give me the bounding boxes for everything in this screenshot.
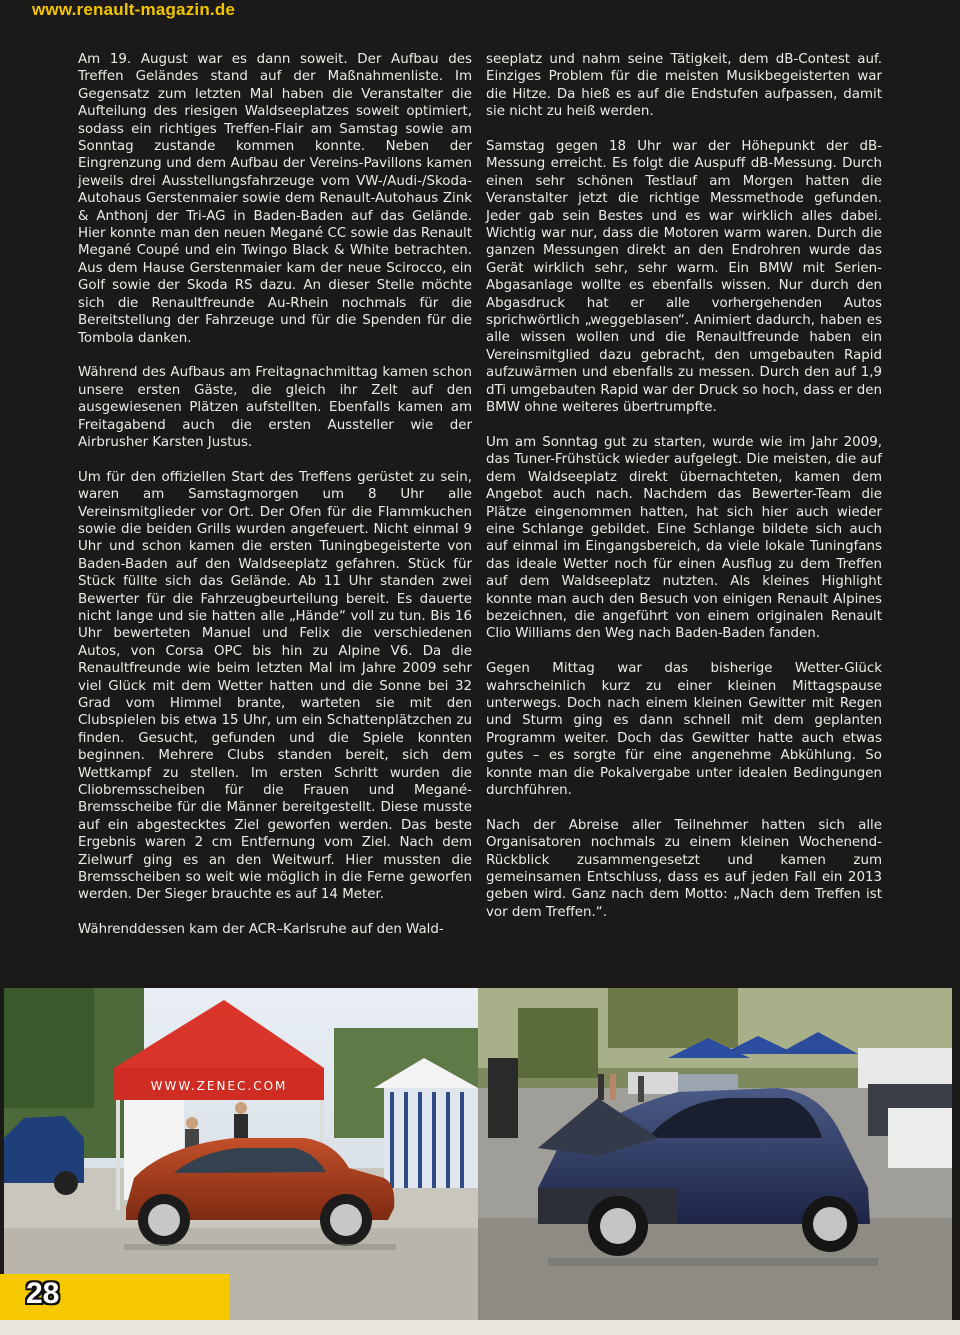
photo-black-twingo-image [478, 988, 952, 1320]
site-url: www.renault-magazin.de [32, 0, 236, 19]
paragraph: seeplatz und nahm seine Tätigkeit, dem dB-Contest auf. Einziges Problem für die meisten Musikbegeisterten war die Hitze. Da hieß es auf die Endstufen aufpassen, damit sie nicht zu heiß werden. [486, 52, 882, 120]
paragraph: Um am Sonntag gut zu starten, wurde wie im Jahr 2009, das Tuner-Frühstück wieder aufgelegt. Die meisten, die auf dem Waldseeplatz direkt übernachteten, kamen dem Angebot auch nach. Nachdem das Bewerter-Team die Plätze eingenommen hatten, hat sich hier auch wieder eine Schlange gebildet. Eine Schlange bildete sich auch auf einmal im Eingangsbereich, da viele lokale Tuningfans das ideale Wetter noch für einen Ausflug zu dem Treffen auf dem Waldseeplatz nutzten. Als kleines Highlight konnte man auch den Besuch von einigen Renault Alpines bezeichnen, die angeführt von einem originalen Renault Clio Williams den Weg nach Baden-Baden fanden. [486, 434, 882, 642]
tent-banner-text: WWW.ZENEC.COM [150, 1079, 288, 1093]
photo-red-clio [4, 988, 478, 1320]
article-column-left [78, 51, 472, 956]
paragraph: Gegen Mittag war das bisherige Wetter-Glück wahrscheinlich kurz zu einer kleinen Mittagspause unterwegs. Doch nach einem kleinen Gewitter mit Regen und Sturm ging es dann schnell mit dem geplanten Programm weiter. Doch das Gewitter hatte auch etwas gutes – es sorgte für eine angenehme Abkühlung. So konnte man die Pokalvergabe unter idealen Bedingungen durchführen. [486, 661, 882, 799]
photo-black-twingo [478, 988, 952, 1320]
page-number: 28 [26, 1277, 60, 1310]
paragraph: Während des Aufbaus am Freitagnachmittag kamen schon unsere ersten Gäste, die gleich ihr Zelt auf den ausgewiesenen Plätzen aufstellten. Ebenfalls kamen am Freitagabend auch die ersten Aussteller wie der Airbrusher Karsten Justus. [78, 365, 472, 450]
paragraph: Am 19. August war es dann soweit. Der Aufbau des Treffen Geländes stand auf der Maßnahmenliste. Im Gegensatz zum letzten Mal haben die Veranstalter die Aufteilung des riesigen Waldseeplatzes soweit optimiert, sodass ein richtiges Treffen-Flair am Samstag sowie am Sonntag zustande kommen konnte. Neben der Eingrenzung und dem Aufbau der Vereins-Pavillons kamen jeweils drei Ausstellungsfahrzeuge vom VW-/Audi-/Skoda-Autohaus Gerstenmaier sowie dem Renault-Autohaus Zink & Anthonj der Tri-AG in Baden-Baden auf das Gelände. Hier konnte man den neuen Megané CC sowie das Renault Megané Coupé und ein Twingo Black & White betrachten. Aus dem Hause Gerstenmaier kam der neue Scirocco, ein Golf sowie der Skoda RS dazu. An dieser Stelle möchte sich die Renaultfreunde Au-Rhein nochmals für die Bereitstellung der Fahrzeuge und für die Spenden für die Tombola danken. [78, 52, 472, 346]
photo-red-clio-image [4, 988, 478, 1320]
article-column-right [486, 51, 882, 939]
paragraph: Samstag gegen 18 Uhr war der Höhepunkt der dB-Messung erreicht. Es folgt die Auspuff dB-Messung. Durch einen sehr schönen Testlauf am Morgen hatten die Veranstalter jetzt die richtige Messmethode gefunden. Jeder gab sein Bestes und es war wirklich alles dabei. Wichtig war nur, dass die Motoren warm waren. Durch die ganzen Messungen direkt an den Endrohren wurde das Gerät wirklich sehr, sehr warm. Ein BMW mit Serien-Abgasanlage wollte es ebenfalls wissen. Nur durch den Abgasdruck hat er alle vorhergehenden Autos sprichwörtlich „weggeblasen“. Animiert dadurch, haben es alle wissen wollen und die Renaultfreunde haben ein Vereinsmitglied dazu gebracht, den umgebauten Rapid aufzuwärmen und ebenfalls zu messen. Durch den auf 1,9 dTi umgebauten Rapid war der Druck so hoch, dass er den BMW ohne weiteres übertrumpfte. [486, 139, 882, 416]
paragraph: Nach der Abreise aller Teilnehmer hatten sich alle Organisatoren nochmals zu einem kleinen Wochenend-Rückblick zusammengesetzt und kamen zum gemeinsamen Entschluss, dass es auf jeden Fall ein 2013 geben wird. Ganz nach dem Motto: „Nach dem Treffen ist vor dem Treffen.“. [486, 817, 882, 920]
photo-strip [0, 988, 960, 1320]
paragraph: Währenddessen kam der ACR–Karlsruhe auf den Wald- [78, 922, 444, 938]
page-edge [0, 1320, 960, 1335]
paragraph: Um für den offiziellen Start des Treffens gerüstet zu sein, waren am Samstagmorgen um 8 Uhr alle Vereinsmitglieder vor Ort. Der Ofen für die Flammkuchen sowie die beiden Grills wurden angefeuert. Nicht einmal 9 Uhr und schon kamen die ersten Tuningbegeisterte von Baden-Baden auf den Waldseeplatz gefahren. Stück für Stück füllte sich das Gelände. Ab 11 Uhr standen zwei Bewerter für die Fahrzeugbeurteilung bereit. Es dauerte nicht lange und sie hatten alle „Hände“ voll zu tun. Bis 16 Uhr bewerteten Manuel und Felix die verschiedenen Autos, von Corsa OPC bis hin zu Alpine V6. Da die Renaultfreunde wie beim letzten Mal im Jahre 2009 sehr viel Glück mit dem Wetter hatten und die Sonne bei 32 Grad vom Himmel brante, warteten sie mit den Clubspielen bis etwa 15 Uhr, um ein Schattenplätzchen zu finden. Gesucht, gefunden und die Spiele konnten beginnen. Mehrere Clubs standen bereit, sich dem Wettkampf zu stellen. Im ersten Schritt wurden die Cliobremsscheiben für die Frauen und Megané-Bremsscheibe für die Männer bereitgestellt. Diese musste auf ein abgestecktes Ziel geworfen werden. Das beste Ergebnis waren 2 cm Entfernung vom Ziel. Nach dem Zielwurf ging es an den Weitwurf. Hier mussten die Bremsscheiben so weit wie möglich in die Ferne geworfen werden. Der Sieger brauchte es auf 14 Meter. [78, 469, 472, 903]
